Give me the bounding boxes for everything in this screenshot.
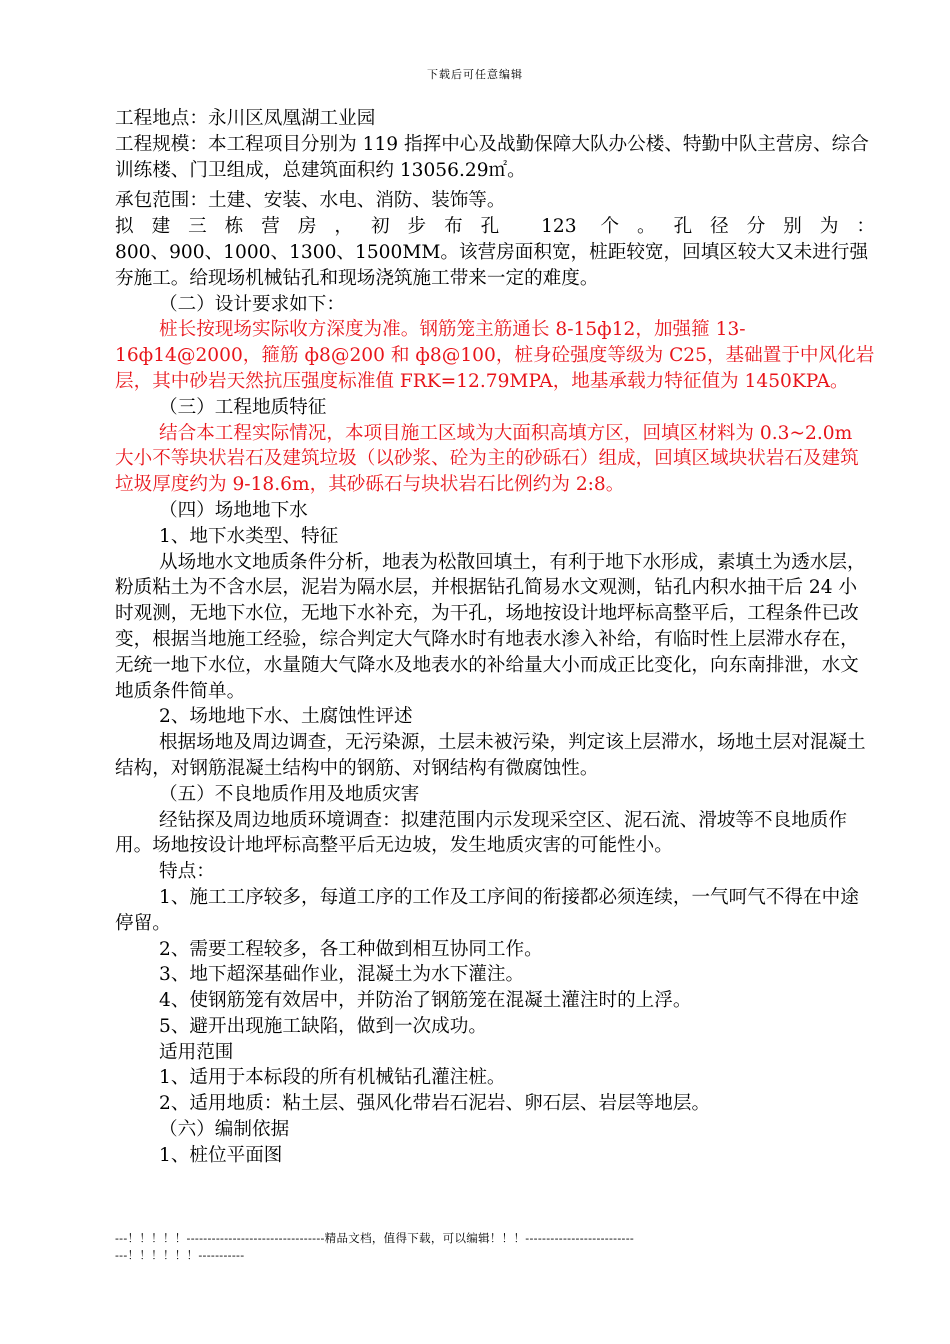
feature-item-4: 4、使钢筋笼有效居中，并防治了钢筋笼在混凝土灌注时的上浮。 <box>159 990 692 1012</box>
groundwater-type-text: 从场地水文地质条件分析，地表为松散回填土，有利于地下水形成，素填土为透水层，粉质粘土为不含水层，泥岩为隔水层，并根据钻孔简易水文观测，钻孔内积水抽干后 24 小时观测，无地下水位，无地下水补充，为干孔，场地按设计地坪标高整平后，工程条件已改变，根据当地施工经验，综合判定大气降水时有地表水渗入补给，有临时性上层滞水存在，无统一地下水位，水量随大气降水及地表水的补给量大小而成正比变化，向东南排泄，水文地质条件简单。 <box>115 551 866 702</box>
features-heading: 特点： <box>159 861 215 883</box>
geology-text: 结合本工程实际情况，本项目施工区域为大面积高填方区，回填区材料为 0.3~2.0m 大小不等块状岩石及建筑垃圾（以砂浆、砼为主的砂砾石）组成，回填区域块状岩石及建筑垃圾厚度约为 9-18.6m，其砂砾石与块状岩石比例约为 2:8。 <box>115 422 859 496</box>
basis-item-1: 1、桩位平面图 <box>159 1144 283 1166</box>
groundwater-type-heading: 1、地下水类型、特征 <box>159 525 339 547</box>
scope-heading: 适用范围 <box>159 1041 234 1063</box>
scope-item-1: 1、适用于本标段的所有机械钻孔灌注桩。 <box>159 1067 506 1089</box>
document-body <box>115 106 875 1169</box>
section-design-requirements: （二）设计要求如下： <box>159 293 345 315</box>
corrosion-text: 根据场地及周边调查，无污染源，土层未被污染，判定该上层滞水，场地土层对混凝土结构，对钢筋混凝土结构中的钢筋、对钢结构有微腐蚀性。 <box>115 732 866 779</box>
feature-item-1: 1、施工工序较多，每道工序的工作及工序间的衔接都必须连续，一气呵气不得在中途停留。 <box>115 886 859 934</box>
section-geology: （三）工程地质特征 <box>159 396 327 418</box>
feature-item-5: 5、避开出现施工缺陷，做到一次成功。 <box>159 1015 487 1037</box>
feature-item-2: 2、需要工程较多，各工种做到相互协同工作。 <box>159 938 543 960</box>
hole-diameters: 800、900、1000、1300、1500MM。该营房面积宽，桩距较宽，回填区较大又未进行强夯施工。给现场机械钻孔和现场浇筑施工带来一定的难度。 <box>115 241 869 289</box>
corrosion-heading: 2、场地地下水、土腐蚀性评述 <box>159 706 413 728</box>
section-adverse-geology: （五）不良地质作用及地质灾害 <box>159 783 420 805</box>
feature-item-3: 3、地下超深基础作业，混凝土为水下灌注。 <box>159 964 525 986</box>
page-header: 下载后可任意编辑 <box>427 68 523 81</box>
page-footer: ---！！！！！---------------------------------精品文档，值得下载，可以编辑！！！-----------------------------！！！！！！----------- <box>115 1231 635 1262</box>
project-location: 工程地点：永川区凤凰湖工业园 <box>115 108 376 129</box>
scope-item-2: 2、适用地质：粘土层、强风化带岩石泥岩、卵石层、岩层等地层。 <box>159 1093 711 1115</box>
design-requirements-text: 桩长按现场实际收方深度为准。钢筋笼主筋通长 8-15ф12，加强箍 13-16ф14@2000，箍筋 ф8@200 和 ф8@100，桩身砼强度等级为 C25，基础置于中风化岩层，其中砂岩天然抗压强度标准值 FRK=12.79MPA，地基承载力特征值为 1450KPA。 <box>115 319 875 392</box>
section-basis: （六）编制依据 <box>159 1119 290 1141</box>
section-groundwater: （四）场地地下水 <box>159 499 308 521</box>
contract-scope: 承包范围：土建、安装、水电、消防、装饰等。 <box>115 190 506 212</box>
adverse-geology-text: 经钻探及周边地质环境调查：拟建范围内示发现采空区、泥石流、滑坡等不良地质作用。场地按设计地坪标高整平后无边坡，发生地质灾害的可能性小。 <box>115 809 847 857</box>
barracks-holes-line: 拟建三栋营房，初步布孔 123 个。孔径分别为： <box>115 216 875 238</box>
project-scale: 工程规模：本工程项目分别为 119 指挥中心及战勤保障大队办公楼、特勤中队主营房、综合训练楼、门卫组成，总建筑面积约 13056.29㎡。 <box>115 133 869 181</box>
